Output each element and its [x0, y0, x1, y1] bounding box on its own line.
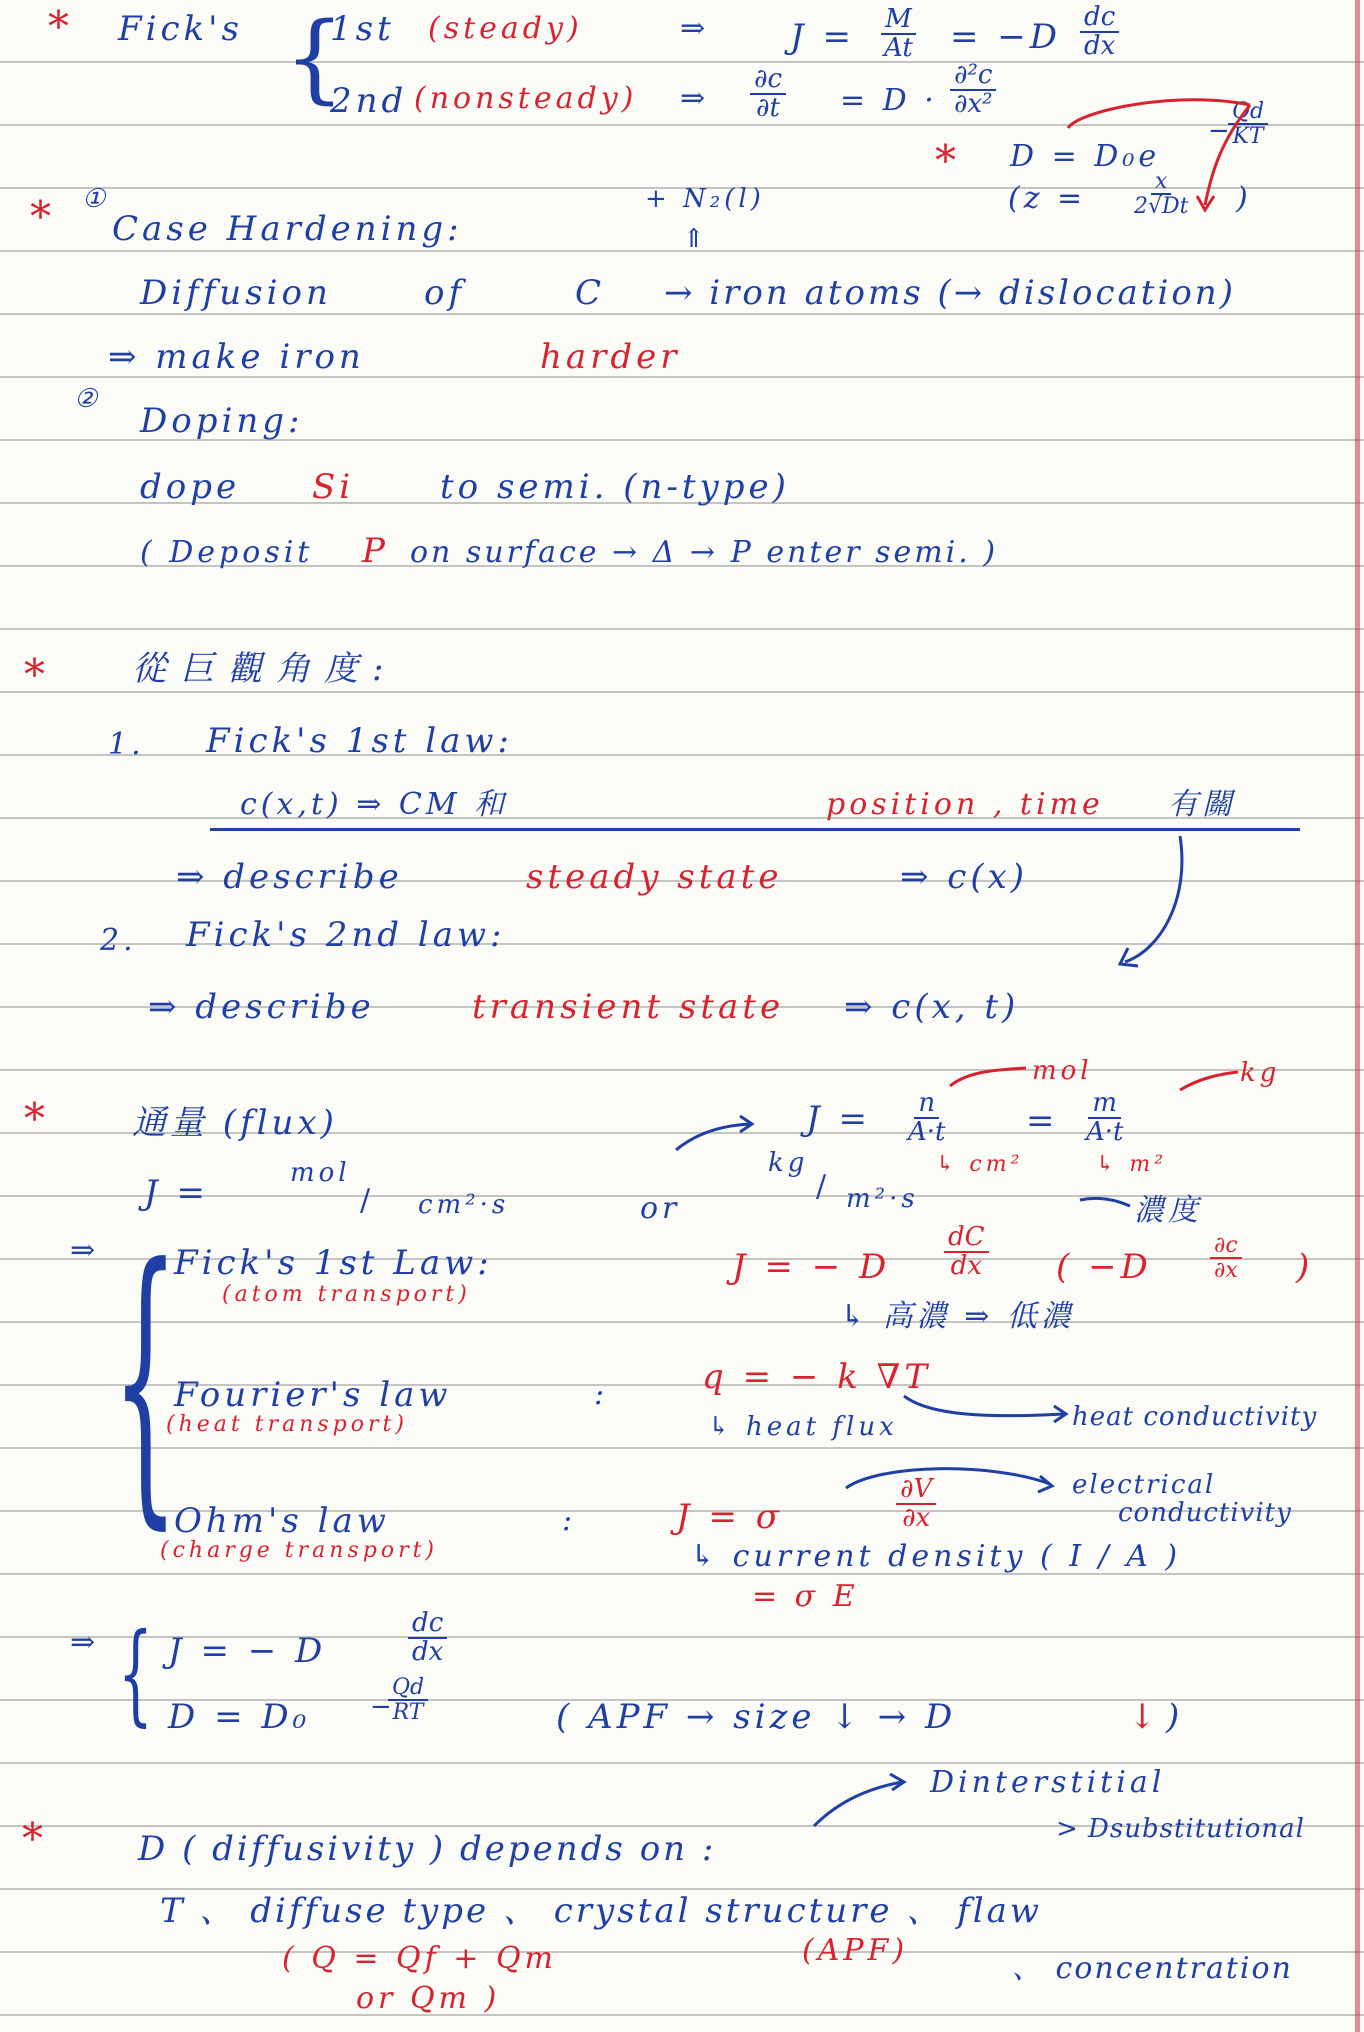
- z-close: ): [1236, 181, 1252, 216]
- second-law: 2nd: [330, 81, 408, 121]
- sigma-E: = σ E: [752, 1579, 859, 1614]
- fick-eq-alt: ( −D: [1056, 1247, 1152, 1287]
- fraction-d2c-dx2: $\frac{\text{∂²c}}{\text{∂x²}}$: [950, 62, 997, 119]
- harder-word: harder: [540, 337, 681, 377]
- fick-frac: $\frac{dC}{dx}$: [944, 1224, 989, 1281]
- eq-minus-D: = −D: [950, 17, 1062, 57]
- item2-label: 2.: [100, 923, 137, 958]
- note-cm2: ↳ cm²: [936, 1152, 1024, 1177]
- nonsteady-label: (nonsteady): [414, 81, 638, 116]
- exp-minus: −: [1208, 116, 1230, 146]
- ohm-law-name: Ohm's law: [174, 1501, 390, 1541]
- star-marker: *: [48, 2, 69, 51]
- deposit-word: ( Deposit: [140, 535, 314, 570]
- note-kg: kg: [1240, 1058, 1281, 1088]
- macro-view-heading: 從巨觀角度:: [132, 649, 398, 689]
- unit2-den: m²·s: [846, 1184, 919, 1214]
- of-word: of: [424, 273, 466, 313]
- q-note-2: or Qm ): [356, 1981, 501, 2016]
- note-conc: 濃度: [1134, 1193, 1202, 1228]
- steady-label: (steady): [428, 11, 583, 46]
- unit1-num: mol: [290, 1158, 351, 1188]
- note-m2: ↳ m²: [1096, 1152, 1168, 1177]
- fick-law-name: Fick's 1st Law:: [174, 1243, 493, 1283]
- conductivity-note: conductivity: [1118, 1498, 1292, 1528]
- implies-arrow: ⇒: [680, 11, 710, 46]
- star-marker-3: *: [30, 192, 51, 241]
- fraction-m-At: $\frac{m}{A\cdot t}$: [1086, 1088, 1124, 1148]
- fraction-dc-dt: $\frac{\partial c}{\partial t}$: [750, 66, 786, 123]
- fick-first-law-title: Fick's 1st law:: [206, 721, 513, 761]
- ohm-frac: $\frac{\partial V}{\partial x}$: [896, 1476, 936, 1533]
- fraction-M-over-At: $\frac{M}{At}$: [880, 6, 917, 63]
- summary-line1: J = − D: [168, 1631, 327, 1671]
- fraction-z: $\frac{x}{2√Dt}$: [1134, 169, 1189, 220]
- to-semi: to semi. (n-type): [440, 467, 790, 507]
- or-word: or: [640, 1191, 681, 1226]
- star-marker-2: *: [935, 136, 956, 185]
- up-arrow: ⇑: [683, 224, 709, 254]
- summary-line2: D = D₀: [168, 1697, 311, 1737]
- fick-second-law-title: Fick's 2nd law:: [186, 915, 506, 955]
- carbon: C: [575, 273, 606, 313]
- diffusion-word: Diffusion: [140, 273, 332, 313]
- fourier-colon: :: [594, 1377, 609, 1412]
- star-marker-6: *: [22, 1814, 43, 1863]
- section-number-2: ②: [74, 384, 98, 414]
- c-x-t-text: c(x,t) ⇒ CM 和: [240, 787, 509, 822]
- summary-close: ): [1166, 1697, 1184, 1737]
- diffusivity-heading: D ( diffusivity ) depends on :: [138, 1829, 717, 1869]
- summary-implies: ⇒: [70, 1625, 100, 1660]
- ohm-law-sub: (charge transport): [160, 1538, 439, 1563]
- current-density-note: ↳ current density ( I / A ): [690, 1539, 1182, 1574]
- describe-2: ⇒ describe: [148, 987, 375, 1027]
- summary-brace: {: [118, 1609, 153, 1737]
- slash: /: [360, 1183, 371, 1218]
- eq-sign: =: [1026, 1101, 1059, 1141]
- substitutional-note: > Dsubstitutional: [1056, 1814, 1305, 1844]
- n2-note: + N₂(l): [645, 184, 765, 214]
- dope-word: dope: [140, 467, 241, 507]
- concentration-note: 、 concentration: [1012, 1951, 1293, 1986]
- fick-note: ↳ 高濃 ⇒ 低濃: [840, 1299, 1075, 1334]
- fourier-law-sub: (heat transport): [166, 1412, 408, 1437]
- summary-exp: $\frac{Qd}{RT}$: [388, 1676, 428, 1724]
- J-eq: J =: [790, 17, 855, 57]
- note-mol: mol: [1032, 1056, 1093, 1086]
- unit1-den: cm²·s: [418, 1190, 510, 1220]
- D-eq-D0e: D = D₀e: [1010, 139, 1161, 174]
- fick-frac-partial: $\frac{\partial c}{\partial x}$: [1210, 1234, 1242, 1282]
- heat-flux-note: ↳ heat flux: [708, 1412, 898, 1442]
- make-iron: ⇒ make iron: [108, 337, 365, 377]
- fourier-eq: q = − k ∇T: [702, 1357, 931, 1397]
- star-marker-5: *: [24, 1094, 45, 1143]
- left-brace: {: [284, 2, 346, 114]
- fraction-n-At: $\frac{n}{A\cdot t}$: [908, 1088, 946, 1148]
- summary-exp-minus: −: [370, 1692, 392, 1722]
- z-open: (z =: [1008, 181, 1087, 216]
- fick-label: Fick's: [118, 9, 243, 49]
- q-note-1: ( Q = Qf + Qm: [282, 1941, 557, 1976]
- describe-1: ⇒ describe: [176, 857, 403, 897]
- p-element: P: [362, 531, 389, 571]
- fraction-dc-dx: $\frac{dc}{dx}$: [1080, 4, 1119, 61]
- related-cn: 有關: [1168, 787, 1236, 822]
- laws-brace: {: [112, 1205, 179, 1554]
- summary-apf: ( APF → size ↓ → D: [556, 1697, 957, 1737]
- implies-laws: ⇒: [70, 1233, 100, 1268]
- diffusivity-factors: T 、 diffuse type 、 crystal structure 、 flaw: [160, 1891, 1042, 1931]
- star-marker-4: *: [24, 650, 45, 699]
- fourier-law-name: Fourier's law: [174, 1375, 452, 1415]
- case-hardening-title: Case Hardening:: [112, 209, 463, 249]
- summary-down-red: ↓: [1128, 1697, 1161, 1737]
- apf-note: (APF): [802, 1933, 909, 1968]
- summary-frac: $\frac{dc}{dx}$: [408, 1610, 447, 1667]
- heat-conductivity-note: heat conductivity: [1072, 1402, 1318, 1432]
- interstitial-note: Dinterstitial: [930, 1765, 1166, 1800]
- J-eq-units: J =: [144, 1173, 209, 1213]
- transient-state: transient state: [472, 987, 785, 1027]
- eq-D-dot: = D ·: [840, 83, 938, 118]
- item1-label: 1.: [108, 727, 145, 762]
- c-x-t-2: ⇒ c(x, t): [844, 987, 1020, 1027]
- c-x: ⇒ c(x): [900, 857, 1029, 897]
- fick-eq-close: ): [1296, 1247, 1314, 1287]
- fick-eq: J = − D: [732, 1247, 891, 1287]
- first-law: 1st: [330, 9, 395, 49]
- section-number: ①: [82, 184, 106, 214]
- doping-title: Doping:: [140, 401, 304, 441]
- ohm-eq: J = σ: [676, 1497, 783, 1537]
- flux-heading: 通量 (flux): [132, 1103, 338, 1143]
- ohm-colon: :: [562, 1503, 577, 1538]
- slash-2: /: [816, 1169, 827, 1204]
- si-word: Si: [312, 467, 355, 507]
- fick-law-sub: (atom transport): [222, 1282, 471, 1307]
- exponent-Qd-KT: $\frac{Qd}{KT}$: [1228, 100, 1268, 148]
- J-frac-eq: J =: [806, 1099, 871, 1139]
- electrical-note: electrical: [1072, 1470, 1216, 1500]
- on-surface: on surface → Δ → P enter semi. ): [410, 535, 999, 570]
- implies-arrow-2: ⇒: [680, 81, 710, 116]
- unit2-num: kg: [768, 1148, 809, 1178]
- steady-state: steady state: [526, 857, 783, 897]
- iron-atoms-dislocation: → iron atoms (→ dislocation): [664, 273, 1236, 313]
- position-time: position , time: [826, 787, 1104, 822]
